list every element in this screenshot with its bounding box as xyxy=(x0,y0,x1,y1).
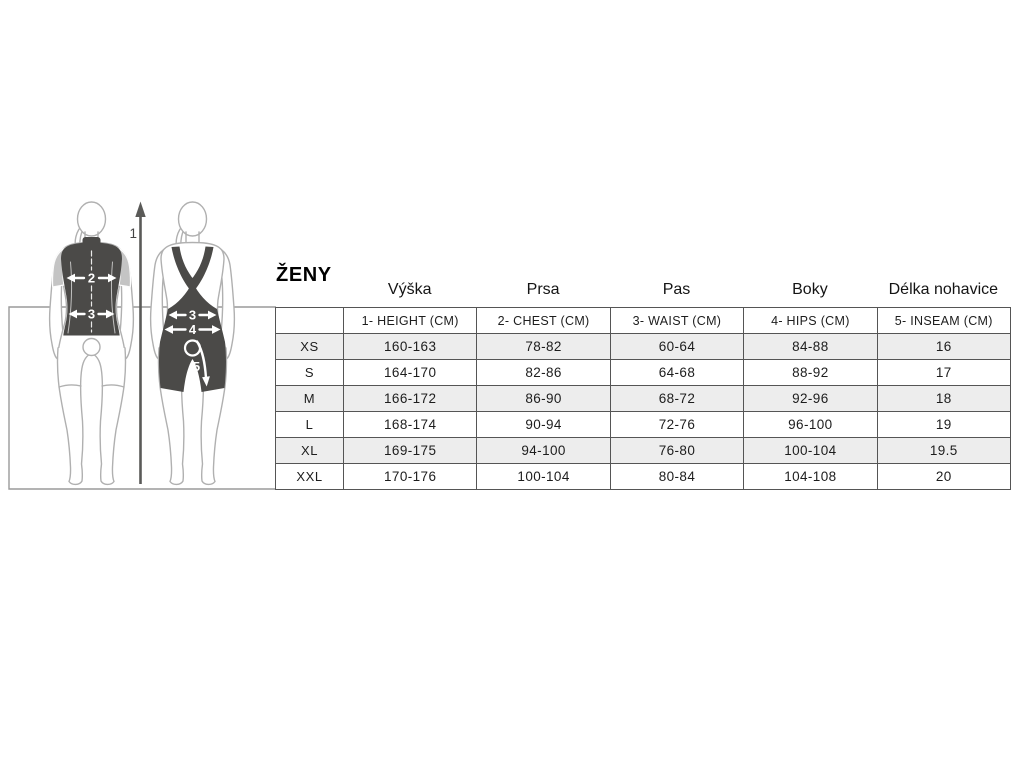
waist-marker-label: 3 xyxy=(87,306,96,322)
crotch-marker xyxy=(83,339,100,356)
value-cell: 164-170 xyxy=(344,360,477,386)
diagram-panel-border xyxy=(9,307,276,489)
table-row-xs xyxy=(276,334,1011,360)
column-label-height: Výška xyxy=(387,281,432,298)
measure-header-inseam: 5- INSEAM (CM) xyxy=(877,308,1010,334)
value-cell: 68-72 xyxy=(610,386,743,412)
value-cell: 104-108 xyxy=(744,464,877,490)
column-label-chest: Prsa xyxy=(526,281,560,298)
value-cell: 64-68 xyxy=(610,360,743,386)
table-row-m xyxy=(276,386,1011,412)
size-table xyxy=(275,307,1011,490)
size-cell: XL xyxy=(276,438,344,464)
value-cell: 18 xyxy=(877,386,1010,412)
table-row-l xyxy=(276,412,1011,438)
jersey-figure xyxy=(50,202,134,484)
value-cell: 84-88 xyxy=(744,334,877,360)
measure-header-chest: 2- CHEST (CM) xyxy=(477,308,610,334)
value-cell: 19 xyxy=(877,412,1010,438)
height-marker-label: 1 xyxy=(129,226,137,241)
value-cell: 160-163 xyxy=(344,334,477,360)
table-row-xxl xyxy=(276,464,1011,490)
measurement-diagram xyxy=(0,190,280,500)
measure-header-hips: 4- HIPS (CM) xyxy=(744,308,877,334)
value-cell: 168-174 xyxy=(344,412,477,438)
value-cell: 19.5 xyxy=(877,438,1010,464)
value-cell: 82-86 xyxy=(477,360,610,386)
value-cell: 88-92 xyxy=(744,360,877,386)
value-cell: 60-64 xyxy=(610,334,743,360)
value-cell: 90-94 xyxy=(477,412,610,438)
corner-cell xyxy=(276,308,344,334)
value-cell: 94-100 xyxy=(477,438,610,464)
size-cell: XXL xyxy=(276,464,344,490)
czech-column-headers xyxy=(343,278,1010,304)
table-row-s xyxy=(276,360,1011,386)
column-label-hips: Boky xyxy=(792,281,828,298)
value-cell: 100-104 xyxy=(744,438,877,464)
waist-marker-label-2: 3 xyxy=(188,307,197,323)
column-label-inseam: Délka nohavice xyxy=(888,281,999,298)
value-cell: 170-176 xyxy=(344,464,477,490)
value-cell: 20 xyxy=(877,464,1010,490)
value-cell: 100-104 xyxy=(477,464,610,490)
value-cell: 72-76 xyxy=(610,412,743,438)
value-cell: 80-84 xyxy=(610,464,743,490)
chest-marker-label: 2 xyxy=(87,270,96,286)
measure-header-row xyxy=(276,308,1011,334)
table-row-xl xyxy=(276,438,1011,464)
value-cell: 92-96 xyxy=(744,386,877,412)
value-cell: 169-175 xyxy=(344,438,477,464)
size-cell: M xyxy=(276,386,344,412)
value-cell: 166-172 xyxy=(344,386,477,412)
column-label-waist: Pas xyxy=(662,281,691,298)
value-cell: 76-80 xyxy=(610,438,743,464)
inseam-marker-label: 5 xyxy=(192,359,201,374)
value-cell: 17 xyxy=(877,360,1010,386)
size-cell: XS xyxy=(276,334,344,360)
size-cell: S xyxy=(276,360,344,386)
hips-marker-label: 4 xyxy=(188,322,197,338)
value-cell: 78-82 xyxy=(477,334,610,360)
value-cell: 16 xyxy=(877,334,1010,360)
value-cell: 86-90 xyxy=(477,386,610,412)
measure-header-height: 1- HEIGHT (CM) xyxy=(344,308,477,334)
bibshorts-figure xyxy=(151,202,235,484)
measure-header-waist: 3- WAIST (CM) xyxy=(610,308,743,334)
size-cell: L xyxy=(276,412,344,438)
value-cell: 96-100 xyxy=(744,412,877,438)
page-title: ŽENY xyxy=(276,264,332,286)
